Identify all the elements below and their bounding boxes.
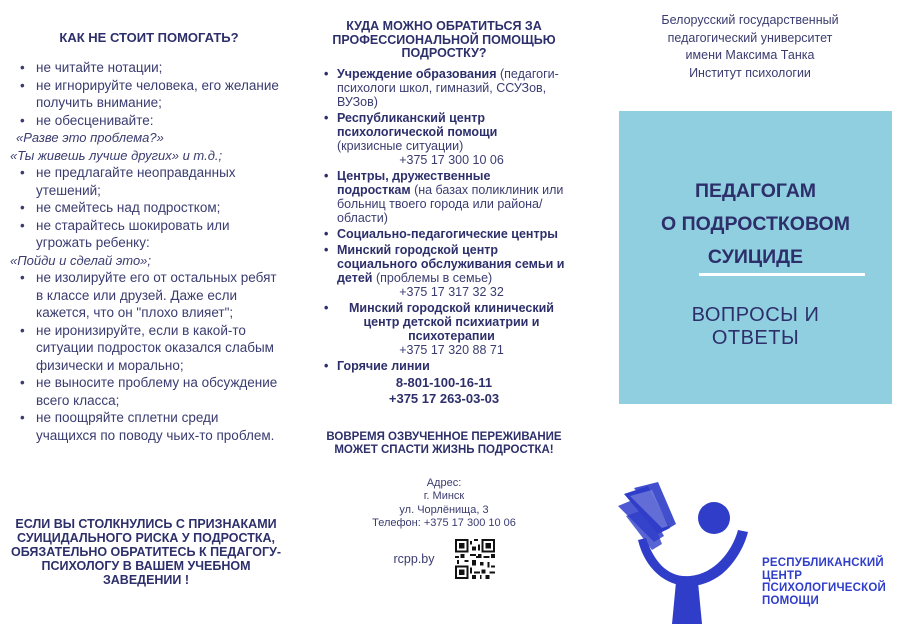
- column-where-to-get-help: [322, 20, 566, 579]
- list-item: • не предлагайте неоправданных утешений;: [10, 164, 282, 199]
- resource-name: Минский городской центр социального обслуживания семьи и детей: [337, 242, 565, 285]
- org-line: ПСИХОЛОГИЧЕСКОЙ: [762, 582, 886, 594]
- list-item: • не смейтесь над подростком;: [10, 199, 282, 217]
- contact-psychologist-note: ЕСЛИ ВЫ СТОЛКНУЛИСЬ С ПРИЗНАКАМИ СУИЦИДАЛЬНОГО РИСКА У ПОДРОСТКА, ОБЯЗАТЕЛЬНО ОБРАТИТЕСЬ К ПЕДАГОГУ-ПСИХОЛОГУ В ВАШЕМ УЧЕБНОМ ЗАВЕДЕНИИ !: [10, 517, 282, 587]
- how-not-to-help-heading: КАК НЕ СТОИТ ПОМОГАТЬ?: [59, 30, 239, 45]
- site-row: [322, 539, 566, 579]
- university-line: Институт психологии: [689, 65, 811, 80]
- address-block: [322, 477, 566, 531]
- org-line: ПОМОЩИ: [762, 594, 819, 607]
- rcpp-logo-icon: [618, 482, 758, 624]
- resource-name: Социально-педагогические центры: [337, 226, 558, 241]
- hotline-number[interactable]: 8-801-100-16-11: [395, 374, 493, 390]
- quote-go-and-do-it: «Пойди и сделай это»;: [10, 252, 152, 268]
- where-to-get-help-heading: КУДА МОЖНО ОБРАТИТЬСЯ ЗА ПРОФЕССИОНАЛЬНОЙ ПОМОЩЬЮ ПОДРОСТКУ?: [332, 19, 556, 60]
- resource-desc: (кризисные ситуации): [337, 138, 464, 153]
- resource-name: Горячие линии: [337, 358, 430, 373]
- cover-title: [619, 175, 892, 274]
- university-line: имени Максима Танка: [685, 48, 815, 62]
- resource-social-pedagogical-centers: [322, 227, 566, 241]
- hotline-number[interactable]: +375 17 263-03-03: [388, 390, 500, 406]
- address-line: Телефон: +375 17 300 10 06: [372, 517, 516, 529]
- column-cover: [600, 0, 900, 637]
- list-item: • не иронизируйте, если в какой-то ситуации подросток оказался слабым физически и морально;: [10, 322, 282, 375]
- dont-list-c: [10, 269, 282, 444]
- list-item: • не изолируйте его от остальных ребят в классе или друзей. Даже если кажется, что он "плохо влияет";: [10, 269, 282, 322]
- dont-list-b: [10, 164, 282, 252]
- timely-help-warning: ВОВРЕМЯ ОЗВУЧЕННОЕ ПЕРЕЖИВАНИЕ МОЖЕТ СПАСТИ ЖИЗНЬ ПОДРОСТКА!: [326, 430, 562, 456]
- resource-desc: (на базах поликлиник или больниц твоего города или района/области): [337, 182, 564, 225]
- quote-is-this-a-problem: «Разве это проблема?»: [16, 130, 164, 145]
- address-line: г. Минск: [423, 490, 465, 502]
- cover-title-panel: [619, 111, 892, 404]
- title-line: О ПОДРОСТКОВОМ: [661, 213, 850, 235]
- resource-name: Минский городской клинический центр детской психиатрии и психотерапии: [349, 300, 554, 343]
- org-name: [762, 557, 886, 607]
- site-link[interactable]: rcpp.by: [393, 551, 435, 566]
- resource-youth-friendly-centers: [322, 169, 566, 225]
- resource-desc: (педагоги-психологи школ, гимназий, ССУЗов, ВУЗов): [337, 66, 559, 109]
- quote-you-live-better: «Ты живешь лучше других» и т.д.;: [10, 147, 223, 163]
- list-item: • не старайтесь шокировать или угрожать ребенку:: [10, 217, 282, 252]
- university-line: педагогический университет: [667, 30, 833, 45]
- address-line: ул. Чорлёнища, 3: [399, 503, 489, 516]
- list-item: • не поощряйте сплетни среди учащихся по поводу чьих-то проблем.: [10, 409, 282, 444]
- title-line: СУИЦИДЕ: [707, 246, 804, 268]
- resource-name: Центры, дружественные подросткам: [337, 168, 491, 197]
- resource-education-institution: [322, 67, 566, 109]
- resource-republican-center: [322, 111, 566, 167]
- address-line: Адрес:: [426, 476, 462, 489]
- university-name: [600, 12, 900, 82]
- resource-name: Республиканский центр психологической помощи: [337, 110, 498, 139]
- resource-hotlines: [322, 359, 566, 373]
- list-item: • не читайте нотации;: [10, 59, 282, 77]
- list-item: • не обесценивайте:: [10, 112, 282, 130]
- resource-minsk-family-center: [322, 243, 566, 299]
- university-line: Белорусский государственный: [661, 13, 839, 27]
- list-item: • не игнорируйте человека, его желание получить внимание;: [10, 77, 282, 112]
- resource-desc: (проблемы в семье): [372, 270, 493, 285]
- title-line: ПЕДАГОГАМ: [694, 180, 817, 202]
- dont-list-a: [10, 59, 282, 129]
- subtitle-line: ВОПРОСЫ И: [691, 304, 820, 326]
- resource-phone: +375 17 300 10 06: [399, 152, 504, 167]
- cover-subtitle: [619, 304, 892, 350]
- resource-phone: +375 17 317 32 32: [399, 284, 504, 299]
- list-item: • не выносите проблему на обсуждение всего класса;: [10, 374, 282, 409]
- resource-phone: +375 17 320 88 71: [399, 342, 504, 357]
- help-resources-list: [322, 67, 566, 373]
- subtitle-line: ОТВЕТЫ: [711, 327, 800, 349]
- org-line: РЕСПУБЛИКАНСКИЙ: [762, 557, 884, 569]
- resource-minsk-psychiatry-center: [322, 301, 566, 357]
- title-divider: [699, 273, 865, 276]
- resource-name: Учреждение образования: [337, 66, 497, 81]
- column-how-not-to-help: [10, 30, 282, 587]
- qr-code-icon: [455, 539, 495, 579]
- org-line: ЦЕНТР: [762, 569, 803, 582]
